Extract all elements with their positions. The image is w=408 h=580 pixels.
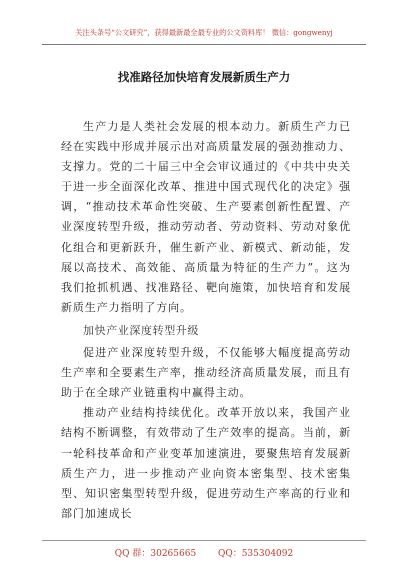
paragraph-structure: 推动产业结构持续优化。改革开放以来，我国产业结构不断调整，有效带动了生产效率的提高。当前，新一轮科技革命和产业变革加速演进，要聚焦培育发展新质生产力，进一步推动产业向资本密集型、技术密集型、知识密集型转型升级，促进劳动生产率高的行业和部门加速成长 xyxy=(61,406,351,520)
header-promo-note: 关注头条号“公文研究”，获得最新最全最专业的公文资料库！ 微信：gongwenyj xyxy=(75,28,333,37)
paragraph-intro: 生产力是人类社会发展的根本动力。新质生产力已经在实践中形成并展示出对高质量发展的强劲推动力、支撑力。党的二十届三中全会审议通过的《中共中央关于进一步全面深化改革、推进中国式现代化的决定》强调，“推动技术革命性突破、生产要素创新性配置、产业深度转型升级，推动劳动者、劳动资料、劳动对象优化组合和更新跃升，催生新产业、新模式、新动能，发展以高技术、高效能、高质量为特征的生产力”。这为我们抢抓机遇、找准路径、靶向施策，加快培育和发展新质生产力指明了方向。 xyxy=(61,120,351,314)
paragraph-upgrade: 促进产业深度转型升级，不仅能够大幅度提高劳动生产率和全要素生产率，推动经济高质量发展，而且有助于在全球产业链重构中赢得主动。 xyxy=(61,346,351,400)
document-body xyxy=(61,117,351,524)
section-heading: 加快产业深度转型升级 xyxy=(83,323,199,337)
footer-qq-group: QQ 群：30265665 xyxy=(114,549,197,559)
footer-qq-number: QQ：535304092 xyxy=(217,549,294,559)
footer-divider xyxy=(42,540,366,541)
header-divider xyxy=(42,44,366,45)
footer-contact xyxy=(0,546,408,559)
document-title: 找准路径加快培育发展新质生产力 xyxy=(117,70,291,84)
